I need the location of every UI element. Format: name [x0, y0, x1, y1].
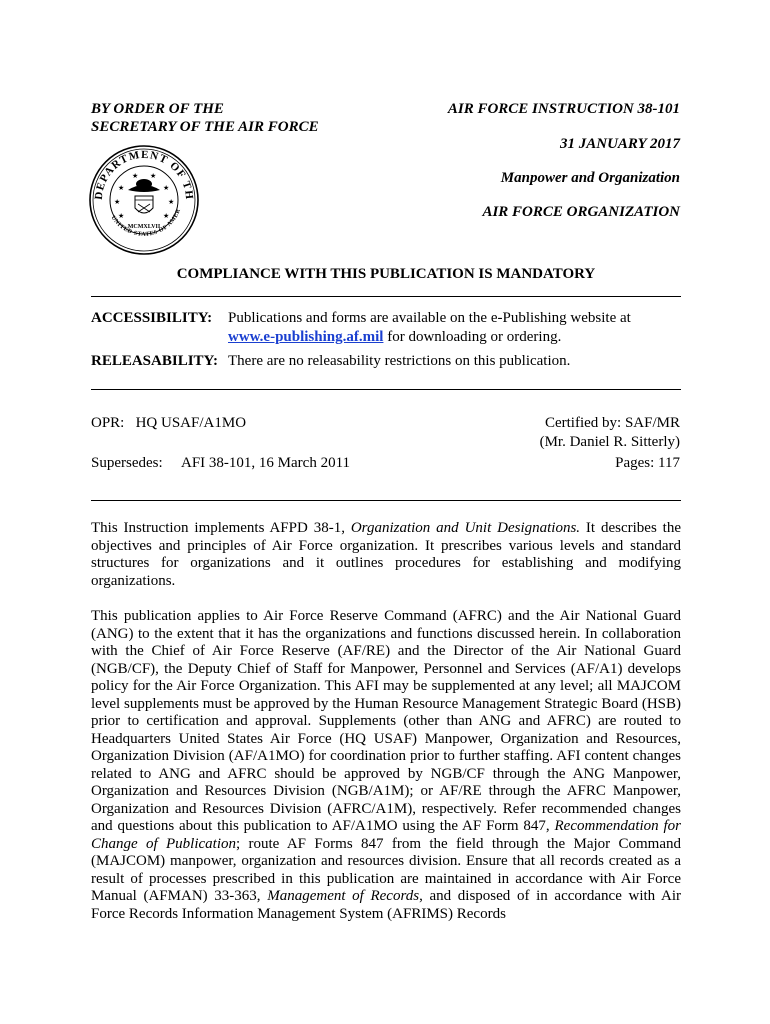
svg-text:DEPARTMENT OF THE AIR FORCE: DEPARTMENT OF TH: [92, 148, 196, 201]
publication-date: 31 JANUARY 2017: [559, 136, 680, 152]
divider-1: [91, 296, 681, 297]
paragraph-purpose-b: It describes the objectives and principles of Air Force organization. It prescribes various levels and standard structures for organizations and it outlines procedures for establishing and modifying organizations.: [91, 520, 681, 589]
divider-2: [91, 389, 681, 390]
issuing-authority: [91, 100, 319, 136]
certifier: (Mr. Daniel R. Sitterly): [539, 434, 680, 450]
svg-text:★: ★: [168, 198, 175, 206]
accessibility-line1: Publications and forms are available on the e-Publishing website at: [228, 310, 631, 326]
svg-text:★: ★: [132, 172, 139, 180]
e-publishing-link[interactable]: www.e-publishing.af.mil: [228, 329, 384, 345]
issuing-authority-line1: BY ORDER OF THE: [91, 101, 224, 117]
compliance-statement: COMPLIANCE WITH THIS PUBLICATION IS MANDATORY: [176, 266, 596, 282]
opr: OPR: HQ USAF/A1MO: [91, 415, 247, 431]
paragraph-applicability: [91, 608, 681, 923]
paragraph-applicability-a: This publication applies to Air Force Reserve Command (AFRC) and the Air National Guard (ANG) to the extent that it has the organizations and functions discussed herein. In collaboration with the Chief of Air Force Reserve (AF/RE) and the Director of the Air National Guard (NGB/CF), the Deputy Chief of Staff for Manpower, Personnel and Services (AF/A1) develops policy for the Air Force Organization. This AFI may be supplemented at any level; all MAJCOM level supplements must be approved by the Human Resource Management Strategic Board (HSB) prior to certification and approval. Supplements (other than ANG and AFRC) are routed to Headquarters United States Air Force (HQ USAF) Manpower, Organization and Resources, Organization Division (AF/A1MO) for coordination prior to further staffing. AFI content changes related to ANG and AFRC should be approved by NGB/CF through the ANG Manpower, Organization and Resources Division (NGB/A1M); or AF/RE through the AFRC Manpower, Organization and Resources Division (AFRC/A1M), respectively. Refer recommended changes and questions about this publication to AF/A1MO using the AF Form 847,: [91, 608, 681, 834]
accessibility-text: [228, 309, 683, 347]
paragraph-purpose-a: This Instruction implements AFPD 38-1,: [91, 520, 351, 536]
form-title: Recommendation for Change of Publication: [91, 818, 681, 852]
issuing-authority-line2: SECRETARY OF THE AIR FORCE: [91, 119, 319, 135]
paragraph-purpose: [91, 520, 681, 590]
svg-text:★: ★: [163, 212, 170, 220]
supersedes-label: Supersedes:: [91, 455, 163, 471]
supersedes-value: AFI 38-101, 16 March 2011: [181, 455, 351, 471]
paragraph-applicability-b: ; route AF Forms 847 from the field through the Major Command (MAJCOM) manpower, organization and resources division. Ensure that all records created as a result of processes prescribed in this publication are maintained in accordance with Air Force Manual (AFMAN) 33-363,: [91, 835, 681, 904]
svg-text:★: ★: [118, 184, 125, 192]
divider-3: [91, 500, 681, 501]
accessibility-line2-tail: for downloading or ordering.: [383, 329, 562, 345]
referenced-title: Organization and Unit Designations.: [350, 520, 581, 536]
manual-title: Management of Records: [267, 888, 420, 904]
instruction-number: AIR FORCE INSTRUCTION 38-101: [447, 101, 680, 117]
svg-text:MCMXLVII: MCMXLVII: [127, 224, 161, 230]
svg-text:UNITED STATES OF AMERICA: UNITED STATES OF AMER: [109, 208, 183, 238]
publication-category: Manpower and Organization: [500, 170, 680, 186]
accessibility-line2: [228, 328, 683, 347]
accessibility-heading: ACCESSIBILITY:: [91, 310, 213, 326]
certified-by: Certified by: SAF/MR: [544, 415, 680, 431]
svg-text:★: ★: [118, 212, 125, 220]
svg-text:★: ★: [114, 198, 121, 206]
svg-text:★: ★: [150, 172, 157, 180]
paragraph-applicability-c: , and disposed of in accordance with Air Force Records Information Management System (AFRIMS) Records: [91, 888, 682, 922]
releasability-heading: RELEASABILITY:: [91, 353, 218, 369]
releasability-text: There are no releasability restrictions on this publication.: [228, 353, 571, 369]
accessibility-label: [91, 309, 212, 328]
page-count: Pages: 117: [615, 455, 680, 471]
svg-text:★: ★: [163, 184, 170, 192]
releasability-row: [91, 352, 218, 371]
publication-subject: AIR FORCE ORGANIZATION: [482, 204, 680, 220]
air-force-seal-icon: [88, 144, 200, 256]
